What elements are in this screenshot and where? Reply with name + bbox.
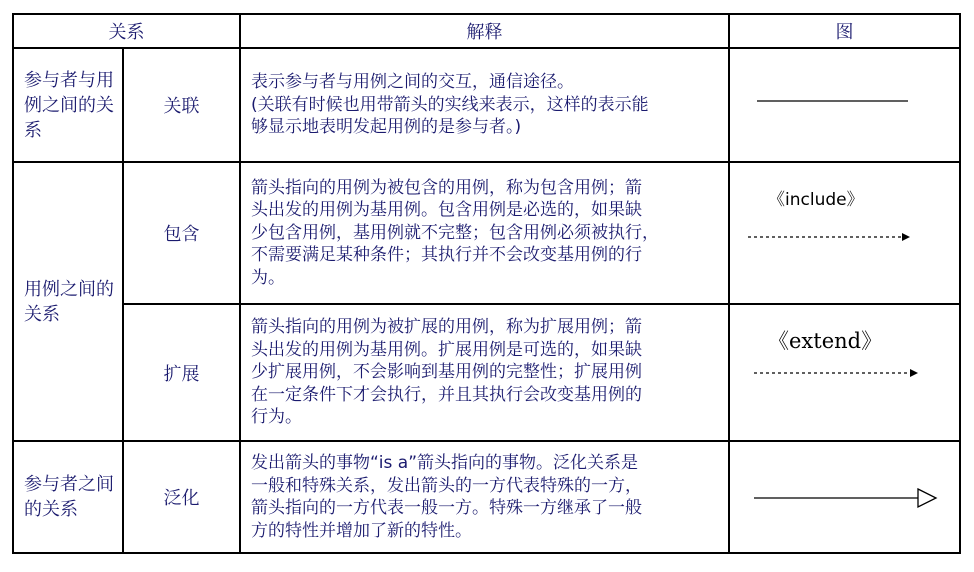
arrow-head-icon [902,233,910,241]
desc-line: 箭头指向的用例为被包含的用例，称为包含用例；箭 [251,177,642,198]
relation-association: 关联 [123,48,240,162]
relation-generalization: 泛化 [123,441,240,553]
desc-line: 少包含用例，基用例就不完整；包含用例必须被执行， [251,222,659,243]
table-row-generalization [13,441,960,553]
relationship-table [12,13,961,554]
table-row-extend [13,304,960,441]
desc-line: 行为。 [251,407,302,428]
desc-line: 发出箭头的事物“is a”箭头指向的事物。泛化关系是 [251,453,639,473]
header-explanation: 解释 [240,14,729,48]
figure-include [729,162,960,304]
desc-line: 一般和特殊关系，发出箭头的一方代表特殊的一方， [251,475,642,496]
generalization-arrow-figure [730,442,959,552]
desc-generalization [240,441,729,553]
desc-line: 够显示地表明发起用例的是参与者。) [251,117,522,138]
desc-line: 少扩展用例，不会影响到基用例的完整性；扩展用例 [251,362,642,383]
extend-label: 《extend》 [768,329,883,353]
table-row-include [13,162,960,304]
include-label: 《include》 [768,190,864,210]
desc-line: 在一定条件下才会执行，并且其执行会改变基用例的 [251,384,642,405]
category-actor-usecase: 参与者与用例之间的关系 [13,48,123,162]
header-figure: 图 [729,14,960,48]
desc-association [240,48,729,162]
desc-line: 箭头指向的一方代表一般一方。特殊一方继承了一般 [251,498,642,518]
desc-line: 头出发的用例为基用例。包含用例是必选的，如果缺 [251,200,642,221]
header-row [13,14,960,48]
desc-line: 箭头指向的用例为被扩展的用例，称为扩展用例；箭 [251,317,642,338]
figure-association [729,48,960,162]
desc-line: (关联有时候也用带箭头的实线来表示，这样的表示能 [251,94,649,115]
relation-include: 包含 [123,162,240,304]
arrow-head-icon [910,369,918,377]
category-usecase-usecase: 用例之间的关系 [13,162,123,441]
hollow-triangle-icon [918,489,936,507]
include-arrow-figure [730,163,959,303]
desc-line: 表示参与者与用例之间的交互，通信途径。 [251,72,574,93]
desc-line: 方的特性并增加了新的特性。 [251,520,472,541]
desc-extend [240,304,729,441]
category-actor-actor: 参与者之间的关系 [13,441,123,553]
figure-extend [729,304,960,441]
header-relation: 关系 [13,14,240,48]
desc-line: 头出发的用例为基用例。扩展用例是可选的，如果缺 [251,339,642,360]
table-row-association [13,48,960,162]
figure-generalization [729,441,960,553]
desc-include [240,162,729,304]
desc-line: 不需要满足某种条件；其执行并不会改变基用例的行 [251,245,642,266]
relation-extend: 扩展 [123,304,240,441]
desc-line: 为。 [251,267,285,288]
association-line-figure [730,55,959,155]
extend-arrow-figure [730,305,959,440]
